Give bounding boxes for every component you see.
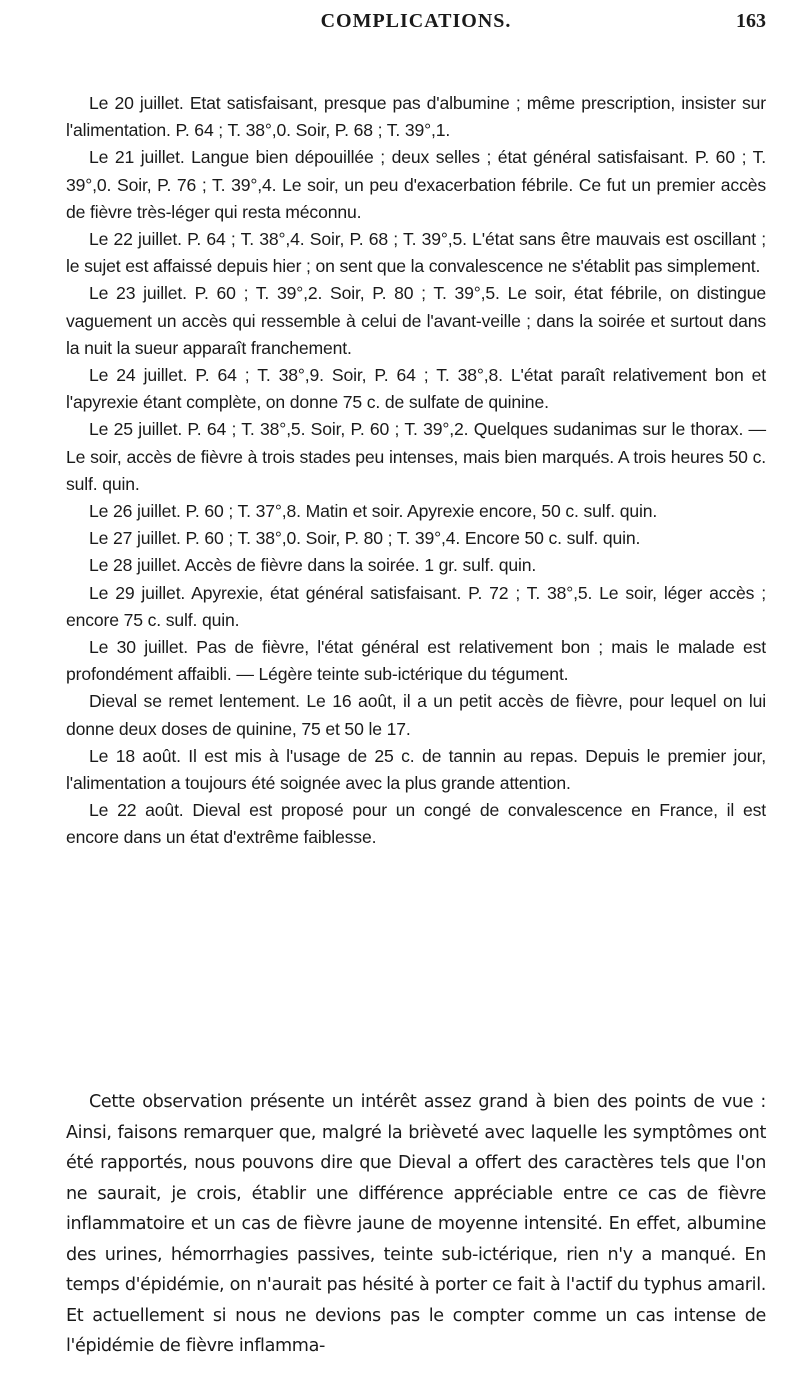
entry-july-28: Le 28 juillet. Accès de fièvre dans la soirée. 1 gr. sulf. quin. [89,555,537,576]
entry-july-26: Le 26 juillet. P. 60 ; T. 37°,8. Matin et soir. Apyrexie encore, 50 c. sulf. quin. [89,501,658,522]
entry-august-22: Le 22 août. Dieval est proposé pour un congé de convalescence en France, il est encore dans un état d'extrême faiblesse. [66,800,766,848]
entry-july-22: Le 22 juillet. P. 64 ; T. 38°,4. Soir, P. 68 ; T. 39°,5. L'état sans être mauvais est oscillant ; le sujet est affaissé depuis hier ; on sent que la convalescence ne s'établit pas simplement. [66,229,766,277]
entry-july-29: Le 29 juillet. Apyrexie, état général satisfaisant. P. 72 ; T. 38°,5. Le soir, léger accès ; encore 75 c. sulf. quin. [66,582,766,630]
entry-july-23: Le 23 juillet. P. 60 ; T. 39°,2. Soir, P. 80 ; T. 39°,5. Le soir, état fébrile, on distingue vaguement un accès qui ressemble à celui de l'avant-veille ; dans la soirée et surtout dans la nuit la sueur apparaît franchement. [66,283,766,358]
commentary-paragraph: Cette observation présente un intérêt assez grand à bien des points de vue : Ainsi, faisons remarquer que, malgré la brièveté avec laquelle les symptômes ont été rapportés, nous pouvons dire que Dieval a offert des caractères tels que l'on ne saurait, je crois, établir une différence appréciable entre ce cas de fièvre inflammatoire et un cas de fièvre jaune de moyenne intensité. En effet, albumine des urines, hémorrhagies passives, teinte sub-ictérique, rien n'y a manqué. En temps d'épidémie, on n'aurait pas hésité à porter ce fait à l'actif du typhus amaril. Et actuellement si nous ne devions pas le compter comme un cas intense de l'épidémie de fièvre inflamma- [66,1092,766,1356]
entry-august-16: Dieval se remet lentement. Le 16 août, il a un petit accès de fièvre, pour lequel on lui donne deux doses de quinine, 75 et 50 le 17. [66,691,766,739]
entry-july-24: Le 24 juillet. P. 64 ; T. 38°,9. Soir, P. 64 ; T. 38°,8. L'état paraît relativement bon et l'apyrexie étant complète, on donne 75 c. de sulfate de quinine. [66,365,766,413]
entry-july-30: Le 30 juillet. Pas de fièvre, l'état général est relativement bon ; mais le malade est profondément affaibli. — Légère teinte sub-ictérique du tégument. [66,637,766,685]
case-notes [66,90,766,852]
entry-july-27: Le 27 juillet. P. 60 ; T. 38°,0. Soir, P. 80 ; T. 39°,4. Encore 50 c. sulf. quin. [89,528,641,549]
running-head [66,4,766,44]
commentary-section [66,1087,766,1362]
entry-july-25: Le 25 juillet. P. 64 ; T. 38°,5. Soir, P. 60 ; T. 39°,2. Quelques sudanimas sur le thorax. — Le soir, accès de fièvre à trois stades peu intenses, mais bien marqués. A trois heures 50 c. sulf. quin. [66,419,766,494]
page-number: 163 [736,10,766,32]
entry-august-18: Le 18 août. Il est mis à l'usage de 25 c. de tannin au repas. Depuis le premier jour, l'alimentation a toujours été soignée avec la plus grande attention. [66,745,766,794]
entry-july-20: Le 20 juillet. Etat satisfaisant, presque pas d'albumine ; même prescription, insister sur l'alimentation. P. 64 ; T. 38°,0. Soir, P. 68 ; T. 39°,1. [66,93,766,141]
entry-july-21: Le 21 juillet. Langue bien dépouillée ; deux selles ; état général satisfaisant. P. 60 ; T. 39°,0. Soir, P. 76 ; T. 39°,4. Le soir, un peu d'exacerbation fébrile. Ce fut un premier accès de fièvre très-léger qui resta méconnu. [66,147,766,222]
running-title: COMPLICATIONS. [320,10,512,32]
